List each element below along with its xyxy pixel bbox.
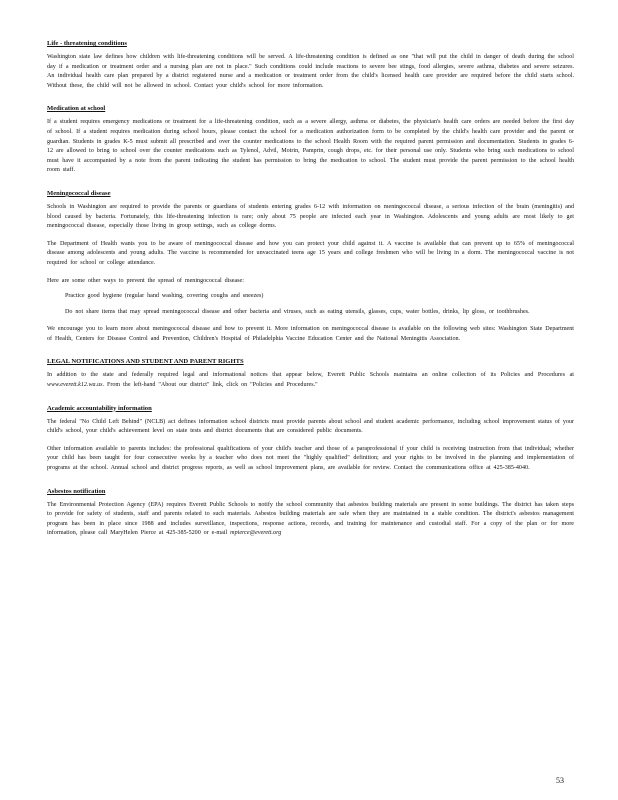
asbestos-email-link[interactable]: mpierce@everett.org (230, 530, 282, 537)
bullet-text: Practice good hygiene (regular hand washing, covering coughs and sneezes) (65, 293, 264, 300)
section-medication (47, 105, 574, 176)
paragraph-meningococcal-intro: Here are some other ways to prevent the spread of meningococcal disease: (47, 277, 244, 284)
page-number: 53 (556, 776, 564, 785)
heading-meningococcal: Meningococcal disease (47, 189, 111, 197)
bullet-item-hygiene (47, 292, 574, 302)
heading-asbestos: Asbestos notification (47, 487, 106, 495)
section-legal (47, 358, 574, 390)
district-website-link[interactable]: www.everett.k12.wa.us (47, 382, 103, 389)
heading-legal: LEGAL NOTIFICATIONS AND STUDENT AND PARENT RIGHTS (47, 358, 244, 366)
paragraph-meningococcal-1: Schools in Washington are required to provide the parents or guardians of students entering grades 6-12 with information on meningococcal disease, a serious infection of the brain (meningitis) and blood caused by bacteria. Fortunately, this life-threatening infection is rare; only about 75 people are infected each year in Washington. Adolescents and young adults are most likely to get meningococcal disease, especially those living in group settings, such as college dorms. (47, 203, 574, 230)
legal-text-start: In addition to the state and federally required legal and informational notices that appear below, Everett Public Schools maintains an online collection of its Policies and Procedures at (47, 372, 574, 379)
paragraph-meningococcal-3: We encourage you to learn more about meningococcal disease and how to prevent it. More information on meningococcal disease is available on the following web sites: Washington State Department of Health, Centers for Disease Control and Prevention, Children's Hospital of Philadelphia Vaccine Education Center and the National Meningitis Association. (47, 326, 574, 342)
document-page (47, 40, 574, 553)
heading-academic: Academic accountability information (47, 404, 152, 412)
heading-life-threatening: Life - threatening conditions (47, 40, 127, 47)
section-academic (47, 405, 574, 474)
section-asbestos (47, 488, 574, 539)
paragraph-asbestos (47, 501, 574, 539)
paragraph-academic-1: The federal "No Child Left Behind" (NCLB) act defines information school districts must provide parents about school and student academic performance, including school improvement status of your child's school, your child's achievement level on state tests and district documents that are considered public documents. (47, 418, 574, 435)
bullet-item-sharing (47, 308, 574, 318)
bullet-text: Do not share items that may spread meningococcal disease and other bacteria and viruses, such as eating utensils, glasses, cups, water bottles, drinks, lip gloss, or toothbrushes. (65, 308, 530, 315)
paragraph-legal (47, 371, 574, 390)
paragraph-academic-2: Other information available to parents includes: the professional qualifications of your child's teacher and those of a paraprofessional if your child is receiving instruction from that individual; whether your child has been taught for four consecutive weeks by a teacher who does not meet the "highly qualified" definition; and your rights to be involved in the planning and implementation of programs at the school. Annual school and district progress reports, as well as school improvement plans, are available for review. Contact the communications office at 425-385-4040. (47, 445, 574, 472)
legal-text-end: . From the left-hand "About our district" link, click on "Policies and Procedures." (102, 382, 318, 389)
section-life-threatening (47, 40, 574, 91)
asbestos-text: The Environmental Protection Agency (EPA) requires Everett Public Schools to notify the school community that asbestos building materials are present in some buildings. The district has taken steps to provide for safety of students, staff and parents related to such materials. Asbestos building materials are safe when they are maintained in a stable condition. The district's asbestos management program has been in place since 1988 and includes surveillance, inspections, response actions, records, and training for maintenance and custodial staff. For a copy of the plan or for more information, please call MaryHelen Pierce at 425-385-5200 or e-mail (47, 501, 574, 537)
section-meningococcal (47, 190, 574, 345)
heading-medication: Medication at school (47, 105, 106, 113)
paragraph-medication: If a student requires emergency medications or treatment for a life-threatening condition, such as a severe allergy, asthma or diabetes, the physician's health care orders are needed before the first day of school. If a student requires medication during school hours, please contact the school for a medication authorization form to be completed by the child's health care provider and the parent or guardian. Students in grades K-5 must submit all prescribed and over the counter medications to the school Health Room with the required parent permission and documentation. Students in grades 6-12 are allowed to bring to school over the counter medications such as Tylenol, Advil, Motrin, Pamprin, cough drops, etc. for their personal use only. Students who bring such medications to school must have it accompanied by a note from the parent indicating the student has permission to bring the medication to school. The student must provide the parent permission to the school health room staff. (47, 119, 574, 174)
paragraph-meningococcal-2: The Department of Health wants you to be aware of meningococcal disease and how you can protect your child against it. A vaccine is available that can prevent up to 65% of meningococcal disease among adolescents and young adults. The vaccine is recommended for unvaccinated teens age 15 years and college freshmen who will be living in a dorm. The meningococcal vaccine is not required for school or college attendance. (47, 240, 574, 266)
paragraph-life-threatening: Washington state law defines how children with life-threatening conditions will be served. A life-threatening condition is defined as one "that will put the child in danger of death during the school day if a medication or treatment order and a nursing plan are not in place." Such conditions could include reactions to severe bee stings, food allergies, severe asthma, diabetes and severe seizures. An individual health care plan prepared by a district registered nurse and a medication or treatment order from the child's licensed health care provider are required before the child starts school. Without these, the child will not be allowed in school. Contact your child's school for more information. (47, 54, 574, 89)
